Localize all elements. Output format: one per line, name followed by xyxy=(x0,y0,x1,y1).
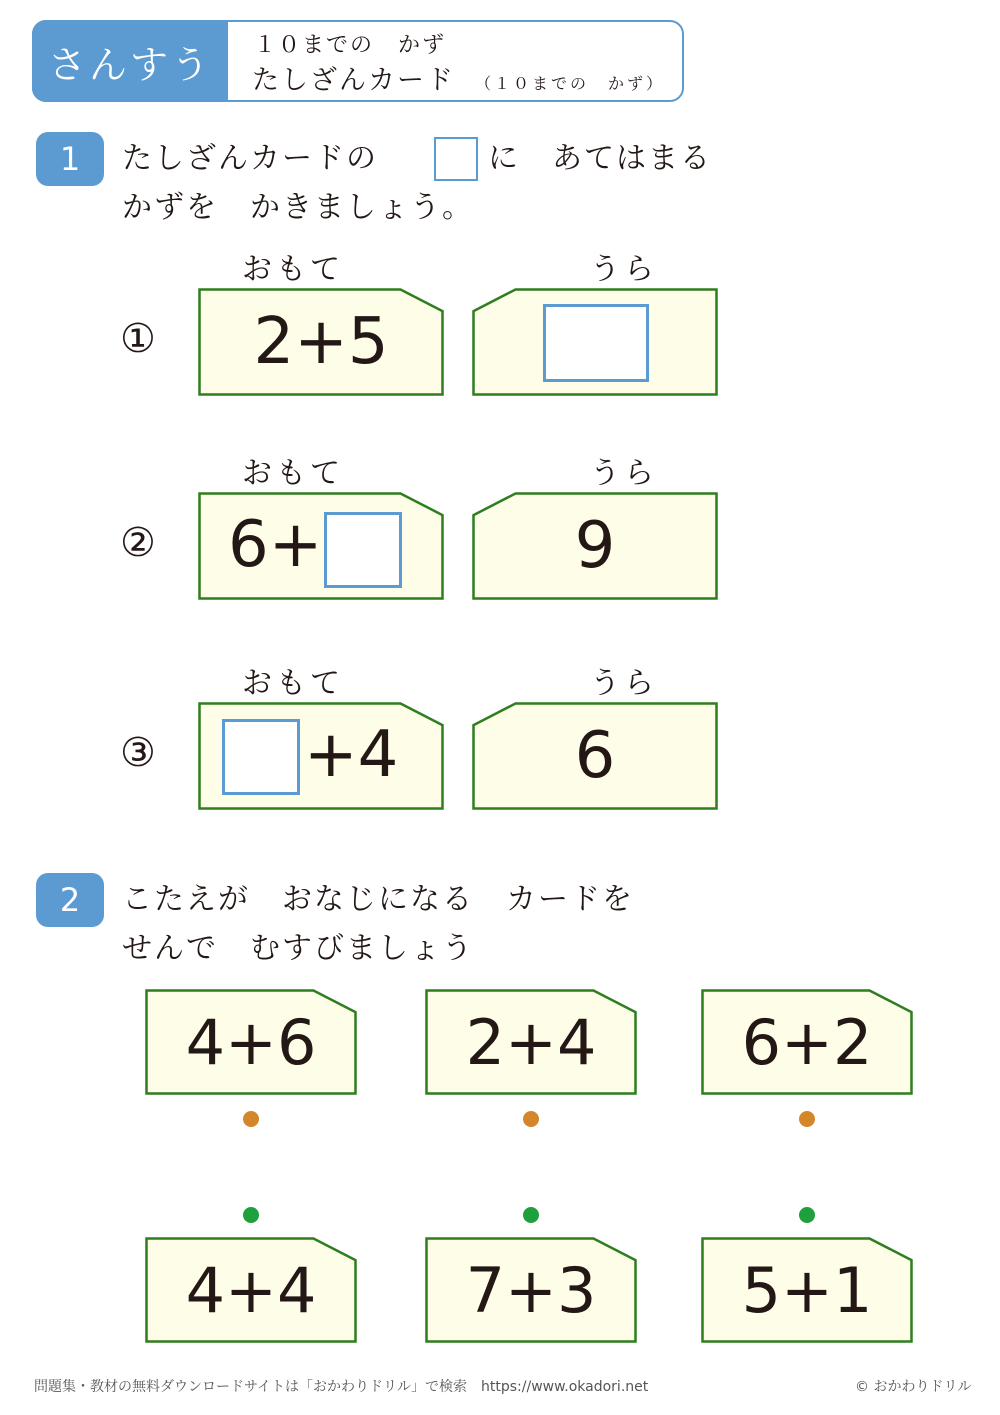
front-card-3 xyxy=(198,702,444,810)
back-label-2: うら xyxy=(590,456,658,491)
q1-text-c: かずを かきましょう。 xyxy=(122,190,474,225)
top-card-3-text: 6+2 xyxy=(741,1005,873,1079)
front-label-2: おもて xyxy=(242,456,344,491)
problem-mark-3: ③ xyxy=(120,730,156,776)
bottom-connector-dot-1[interactable] xyxy=(243,1207,259,1223)
bottom-connector-dot-2[interactable] xyxy=(523,1207,539,1223)
bottom-card-2-text: 7+3 xyxy=(465,1253,597,1327)
top-connector-dot-1[interactable] xyxy=(243,1111,259,1127)
back-card-1 xyxy=(472,288,718,396)
front-card-2 xyxy=(198,492,444,600)
bottom-card-1-text: 4+4 xyxy=(185,1253,317,1327)
back-card-3-text: 6 xyxy=(574,719,616,793)
bottom-connector-dot-3[interactable] xyxy=(799,1207,815,1223)
front-card-2-text: 6+ xyxy=(228,508,323,582)
back-label-1: うら xyxy=(590,252,658,287)
answer-blank-2[interactable] xyxy=(324,512,402,588)
top-card-2 xyxy=(425,989,637,1095)
title-note: （１０までの かず） xyxy=(475,74,666,93)
top-card-1-text: 4+6 xyxy=(185,1005,317,1079)
front-card-1-text: 2+5 xyxy=(253,305,389,379)
footer-site-info: 問題集・教材の無料ダウンロードサイトは「おかわりドリル」で検索 https://www.okadori.net xyxy=(34,1379,649,1395)
q1-example-box xyxy=(434,137,478,181)
answer-blank-1[interactable] xyxy=(543,304,649,382)
bottom-card-2 xyxy=(425,1237,637,1343)
back-card-2-text: 9 xyxy=(574,509,616,583)
back-card-3 xyxy=(472,702,718,810)
top-card-3 xyxy=(701,989,913,1095)
bottom-card-3 xyxy=(701,1237,913,1343)
bottom-card-3-text: 5+1 xyxy=(741,1253,873,1327)
worksheet-title xyxy=(252,58,665,97)
question-1-number: 1 xyxy=(36,132,104,186)
subject-label: さんすう xyxy=(32,20,228,102)
back-card-2 xyxy=(472,492,718,600)
q1-text-b: に あてはまる xyxy=(488,141,712,176)
front-label-1: おもて xyxy=(242,252,344,287)
q2-text-b: せんで むすびましょう xyxy=(122,931,474,966)
top-connector-dot-2[interactable] xyxy=(523,1111,539,1127)
question-2-number: 2 xyxy=(36,873,104,927)
front-card-1 xyxy=(198,288,444,396)
topic-label: １０までの かず xyxy=(254,33,447,58)
answer-blank-3[interactable] xyxy=(222,719,300,795)
problem-mark-1: ① xyxy=(120,316,156,362)
front-card-3-text: +4 xyxy=(304,718,399,792)
footer-copyright: © おかわりドリル xyxy=(855,1379,972,1395)
title-text: たしざんカード xyxy=(252,65,455,96)
problem-mark-2: ② xyxy=(120,520,156,566)
top-card-1 xyxy=(145,989,357,1095)
top-connector-dot-3[interactable] xyxy=(799,1111,815,1127)
front-label-3: おもて xyxy=(242,666,344,701)
q1-text-a: たしざんカードの xyxy=(122,141,378,176)
bottom-card-1 xyxy=(145,1237,357,1343)
back-label-3: うら xyxy=(590,666,658,701)
top-card-2-text: 2+4 xyxy=(465,1005,597,1079)
q2-text-a: こたえが おなじになる カードを xyxy=(122,882,634,917)
